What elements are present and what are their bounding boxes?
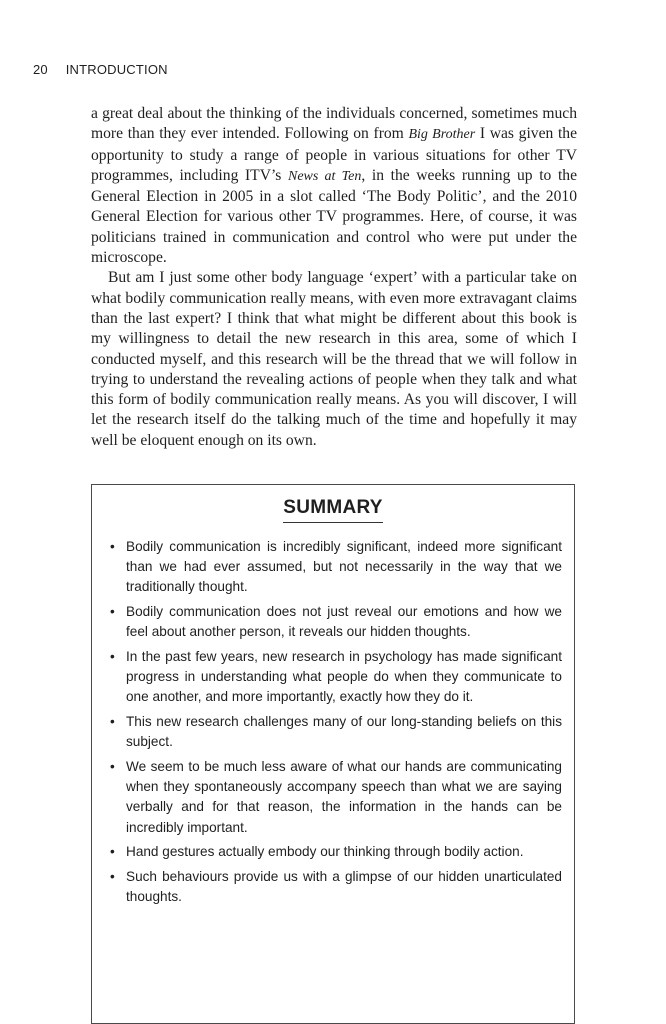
- paragraph-1-text-b: I was given the opportunity to study a range of people in various situations for other TV programmes, including ITV’s: [91, 125, 577, 184]
- summary-item-text: Bodily communication does not just reveal our emotions and how we feel about another person, it reveals our hidden thoughts.: [126, 604, 562, 640]
- bullet-icon: •: [110, 759, 115, 775]
- summary-item: [106, 602, 562, 642]
- paragraph-1: [91, 104, 577, 268]
- summary-item-text: Bodily communication is incredibly significant, indeed more significant than we had ever assumed, but not necessarily in the way that we traditionally thought.: [126, 539, 562, 595]
- summary-item-text: This new research challenges many of our long-standing beliefs on this subject.: [126, 714, 562, 750]
- summary-item: [106, 712, 562, 752]
- bullet-icon: •: [110, 604, 115, 620]
- paragraph-1-text-c: , in the weeks running up to the General Election in 2005 in a slot called ‘The Body Politic’, and the 2010 General Election for various other TV programmes. Here, of course, it was politicians trained in communication and control who were put under the microscope.: [91, 166, 577, 267]
- summary-box: [91, 484, 575, 1024]
- running-head: [33, 62, 168, 77]
- running-head-section: INTRODUCTION: [65, 62, 168, 77]
- bullet-icon: •: [110, 649, 115, 665]
- bullet-icon: •: [110, 539, 115, 554]
- summary-item: [106, 842, 562, 862]
- summary-item-text: We seem to be much less aware of what our hands are communicating when they spontaneously accompany speech than what we are saying verbally and for that reason, the information in the hands can be incredibly important.: [126, 759, 562, 835]
- summary-item: [106, 537, 562, 598]
- bullet-icon: •: [110, 714, 115, 730]
- summary-item-text: Such behaviours provide us with a glimpse of our hidden unarticulated thoughts.: [126, 869, 562, 905]
- summary-item: [106, 867, 562, 907]
- summary-list: [106, 537, 562, 912]
- bullet-icon: •: [110, 844, 115, 860]
- summary-title-text: SUMMARY: [283, 497, 383, 523]
- page-number: 20: [33, 62, 48, 77]
- paragraph-1-text-a: a great deal about the thinking of the individuals concerned, sometimes much more than they ever intended. Following on from: [91, 105, 577, 143]
- summary-title: [92, 497, 574, 523]
- title-news-at-ten: News at Ten: [287, 168, 362, 184]
- body-text: [91, 104, 577, 451]
- summary-item-text: Hand gestures actually embody our thinking through bodily action.: [126, 844, 524, 860]
- title-big-brother: Big Brother: [408, 127, 476, 143]
- bullet-icon: •: [110, 869, 115, 885]
- summary-item-text: In the past few years, new research in psychology has made significant progress in understanding what people do when they communicate to one another, and more importantly, exactly how they do it.: [126, 649, 562, 705]
- summary-item: [106, 647, 562, 708]
- paragraph-2: But am I just some other body language ‘expert’ with a particular take on what bodily communication really means, with even more extravagant claims than the last expert? I think that what might be different about this book is my willingness to detail the new research in this area, some of which I conducted myself, and this research will be the thread that we will follow in trying to understand the revealing actions of people when they talk and what this form of bodily communication really means. As you will discover, I will let the research itself do the talking much of the time and hopefully it may well be eloquent enough on its own.: [91, 269, 577, 449]
- summary-item: [106, 757, 562, 838]
